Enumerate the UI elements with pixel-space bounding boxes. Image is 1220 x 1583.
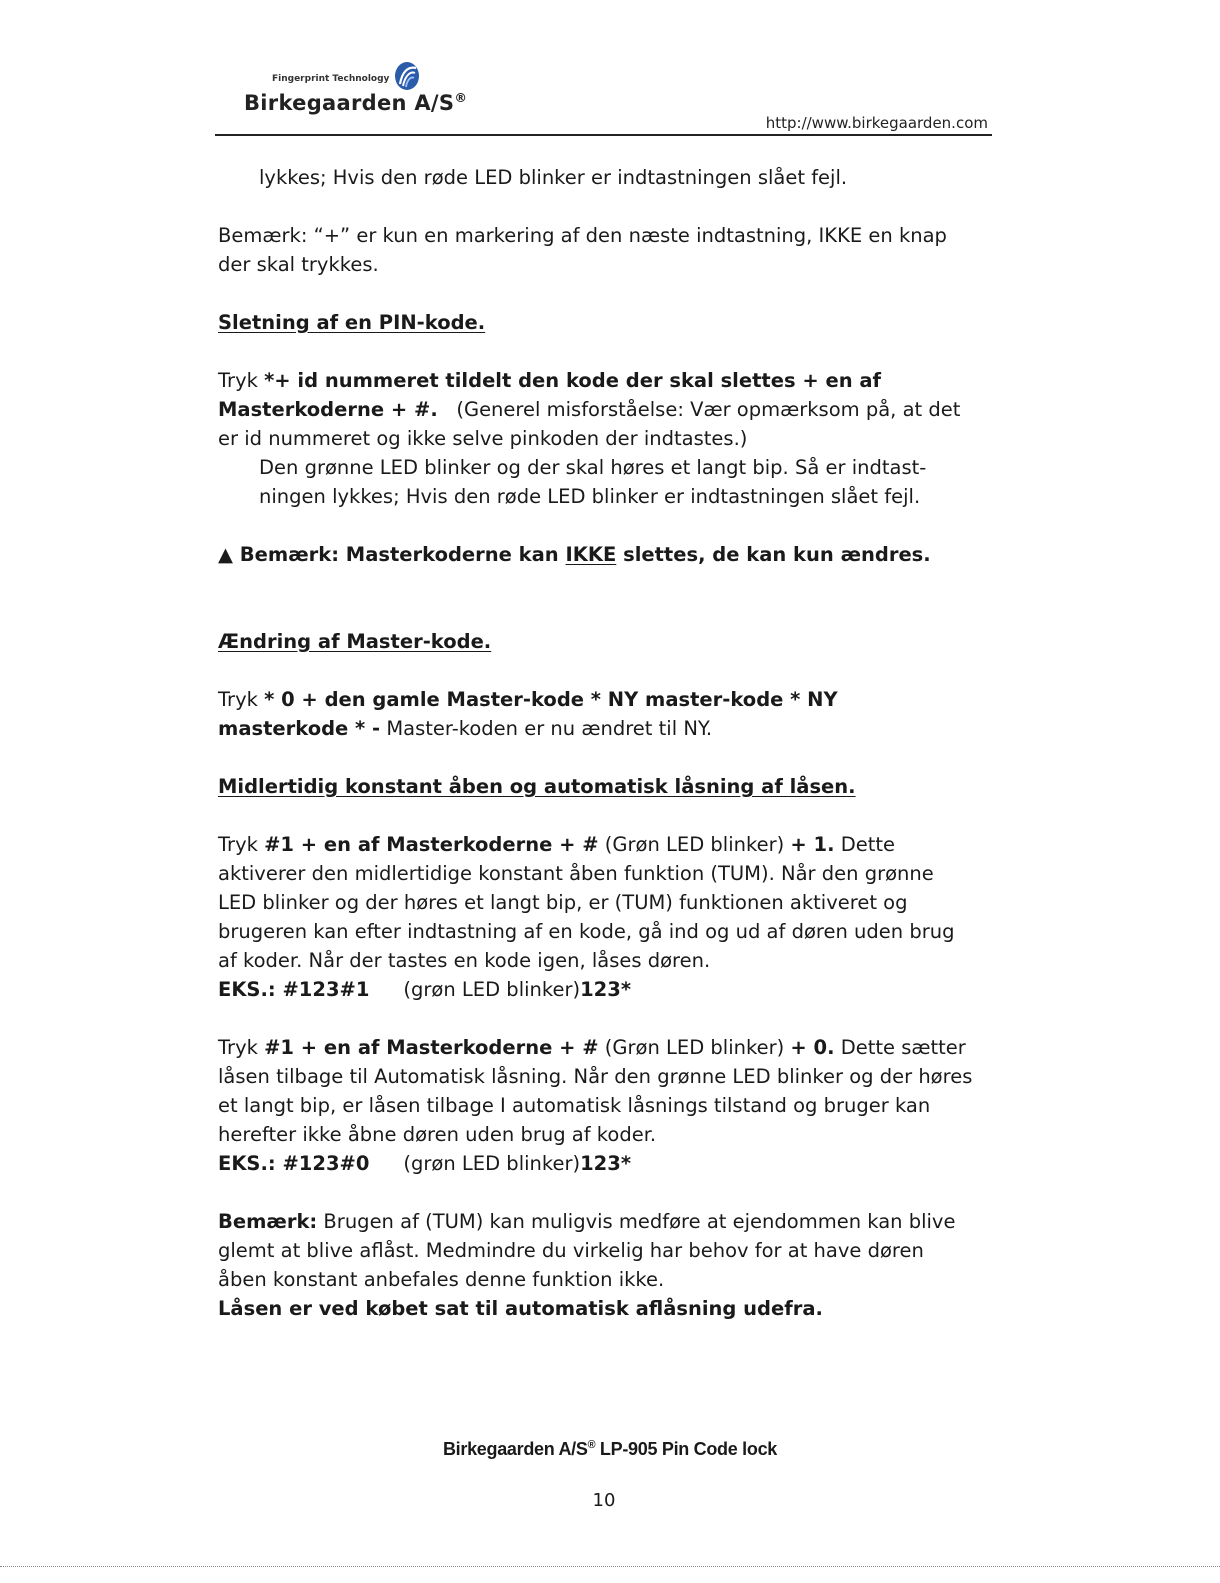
- paragraph-line: Bemærk: Brugen af (TUM) kan muligvis medføre at ejendommen kan blive: [218, 1210, 956, 1233]
- warning-triangle-icon: ▲: [218, 543, 233, 566]
- logo-tagline: Fingerprint Technology: [272, 74, 390, 84]
- page-number: 10: [592, 1490, 616, 1511]
- paragraph-line: Masterkoderne + #. (Generel misforståelse: Vær opmærksom på, at det: [218, 398, 961, 421]
- paragraph-line: Tryk #1 + en af Masterkoderne + # (Grøn LED blinker) + 0. Dette sætter: [218, 1036, 966, 1059]
- website-url: http://www.birkegaarden.com: [765, 114, 988, 132]
- page-footer: Birkegaarden A/S® LP-905 Pin Code lock: [442, 1439, 777, 1459]
- page-edge-divider: [0, 1566, 1220, 1567]
- paragraph-line: Bemærk: “+” er kun en markering af den næste indtastning, IKKE en knap: [218, 224, 947, 247]
- paragraph-line: aktiverer den midlertidige konstant åben funktion (TUM). Når den grønne: [218, 862, 934, 885]
- paragraph-line: glemt at blive aflåst. Medmindre du virkelig har behov for at have døren: [218, 1239, 924, 1262]
- paragraph-line: lykkes; Hvis den røde LED blinker er indtastningen slået fejl.: [259, 166, 848, 189]
- fingerprint-logo-icon: [392, 60, 422, 92]
- section-heading: Sletning af en PIN-kode.: [218, 311, 486, 334]
- section-heading: Ændring af Master-kode.: [218, 630, 492, 653]
- paragraph-line: masterkode * - Master-koden er nu ændret til NY.: [218, 717, 713, 740]
- paragraph-line: er id nummeret og ikke selve pinkoden der indtastes.): [218, 427, 748, 450]
- paragraph-line: Låsen er ved købet sat til automatisk aflåsning udefra.: [218, 1297, 823, 1320]
- example-line: EKS.: #123#0 (grøn LED blinker)123*: [218, 1152, 632, 1175]
- warning-note: ▲ Bemærk: Masterkoderne kan IKKE slettes, de kan kun ændres.: [218, 543, 931, 566]
- paragraph-line: et langt bip, er låsen tilbage I automatisk låsnings tilstand og bruger kan: [218, 1094, 931, 1117]
- section-heading: Midlertidig konstant åben og automatisk låsning af låsen.: [218, 775, 856, 798]
- paragraph-line: åben konstant anbefales denne funktion ikke.: [218, 1268, 665, 1291]
- paragraph-line: Tryk *+ id nummeret tildelt den kode der skal slettes + en af: [218, 369, 882, 392]
- header-divider: [215, 134, 992, 136]
- paragraph-line: af koder. Når der tastes en kode igen, låses døren.: [218, 949, 711, 972]
- paragraph-line: der skal trykkes.: [218, 253, 379, 276]
- paragraph-line: Tryk * 0 + den gamle Master-kode * NY master-kode * NY: [218, 688, 838, 711]
- paragraph-line: låsen tilbage til Automatisk låsning. Når den grønne LED blinker og der høres: [218, 1065, 973, 1088]
- paragraph-line: ningen lykkes; Hvis den røde LED blinker er indtastningen slået fejl.: [259, 485, 921, 508]
- example-line: EKS.: #123#1 (grøn LED blinker)123*: [218, 978, 632, 1001]
- paragraph-line: LED blinker og der høres et langt bip, er (TUM) funktionen aktiveret og: [218, 891, 908, 914]
- paragraph-line: Den grønne LED blinker og der skal høres et langt bip. Så er indtast-: [259, 456, 927, 479]
- paragraph-line: brugeren kan efter indtastning af en kode, gå ind og ud af døren uden brug: [218, 920, 955, 943]
- paragraph-line: Tryk #1 + en af Masterkoderne + # (Grøn LED blinker) + 1. Dette: [218, 833, 896, 856]
- paragraph-line: herefter ikke åbne døren uden brug af koder.: [218, 1123, 657, 1146]
- logo-name: Birkegaarden A/S®: [244, 90, 468, 115]
